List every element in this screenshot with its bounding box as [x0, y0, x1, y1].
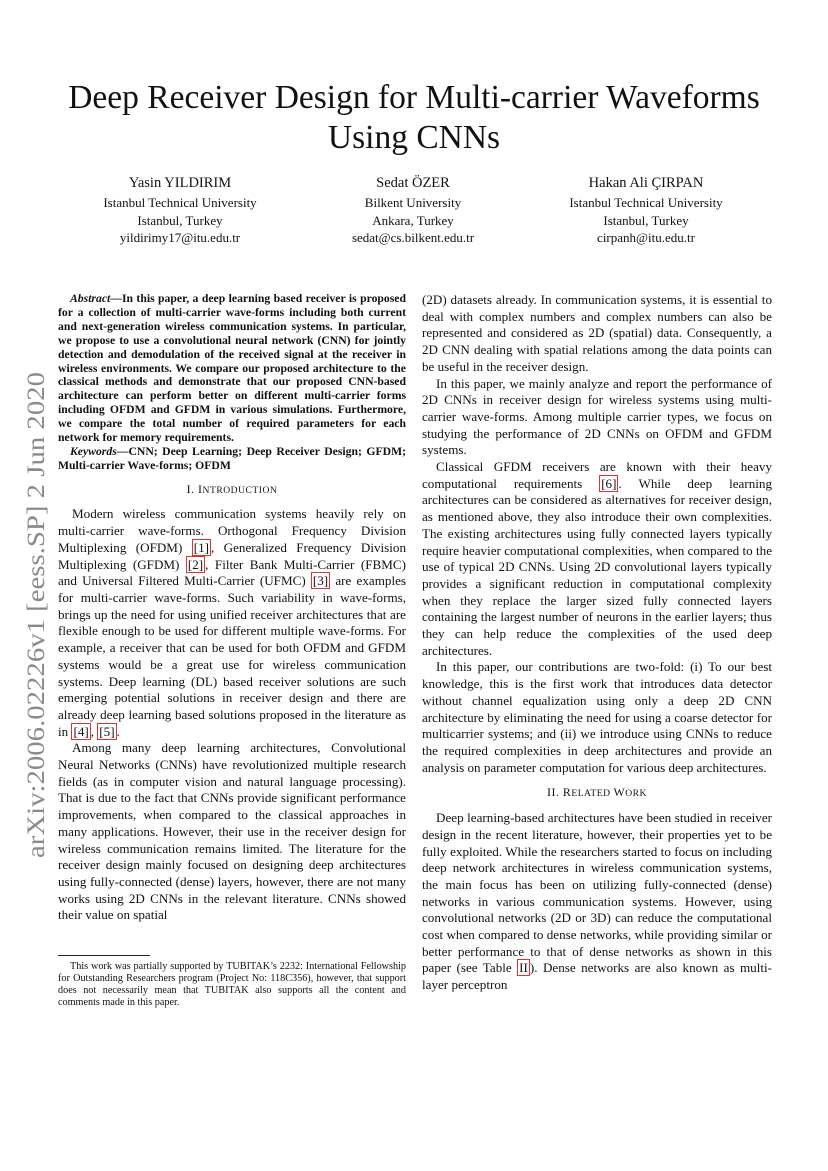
footnote-divider — [58, 955, 150, 956]
paragraph: Among many deep learning architectures, Convolutional Neural Networks (CNNs) have revolutionized multiple research fields (as in computer vision and natural language processing). That is due to the fact that CNNs provide significant performance improvements, when compared to the classical approaches in many applications. However, their use in the receiver design for wireless communication remains limited. The literature for the receiver design mainly focused on designing deep architectures using fully-connected (dense) layers, however, there are not many works using 2D CNNs in the relevant literature. CNNs showed their value on spatial — [58, 740, 406, 923]
author-location: Istanbul, Turkey — [603, 212, 689, 228]
table-reference-link[interactable]: II — [519, 960, 528, 976]
section-heading-related-work — [422, 784, 772, 803]
section-title: W — [613, 785, 626, 800]
keywords-label: Keywords — [70, 444, 117, 458]
text-run: ). Dense networks are also known as multi-layer perceptron — [422, 960, 772, 993]
abstract-text: In this paper, a deep learning based receiver is proposed for a collection of multi-carrier wave-forms including both current and next-generation wireless communication systems. In particular, we propose to use a convolutional neural network (CNN) for jointly detection and demodulation of the received signal at the receiver in wireless environments. We compare our proposed architecture to the classical methods and demonstrate that our proposed CNN-based architecture can perform better on different multi-carrier forms including OFDM and GFDM in various simulations. Furthermore, we compare the total number of required parameters for each network for memory requirements. — [58, 292, 406, 445]
author-affiliation: Istanbul Technical University — [569, 195, 723, 210]
author-affiliation: Bilkent University — [364, 195, 462, 210]
author-location: Istanbul, Turkey — [137, 212, 223, 228]
section-numeral: I. I — [186, 481, 203, 496]
section-heading-introduction — [58, 481, 406, 500]
paragraph — [422, 459, 772, 659]
text-run: Classical GFDM receivers are known with their heavy computational requirements — [422, 459, 772, 491]
text-run: . While deep learning architectures can be considered as alternatives for receiver design, as mentioned above, they also introduce their own complexities. The existing architectures using fully connected layers typically require heavier computational complexities, when compared to the use of typical 2D CNNs. Using 2D convolutional layers typically provides a significant reduction in computational complexity when they replace the larger sized fully connected layers containing the largest number of neurons in the earlier layers; thus they can help reduce the complexities of the used deep architectures. — [422, 475, 772, 658]
text-run: . — [116, 723, 120, 739]
author-2 — [293, 174, 533, 247]
paragraph: In this paper, we mainly analyze and report the performance of 2D CNNs in receiver design for wireless systems using multi-carrier wave-forms. Among multiple carrier types, we focus on studying the performance of 2D CNNs on OFDM and GFDM systems. — [422, 375, 772, 458]
right-column — [422, 292, 772, 994]
paragraph — [422, 810, 772, 994]
paper-title — [60, 78, 768, 158]
left-column — [58, 292, 406, 924]
citation-link[interactable]: [1] — [193, 539, 209, 555]
abstract — [58, 292, 406, 445]
text-run: , Generalized Frequency Division Multiplexing (GFDM) — [58, 539, 407, 572]
author-location: Ankara, Turkey — [372, 212, 454, 228]
author-name: Sedat ÖZER — [376, 175, 450, 191]
citation-link[interactable]: [2] — [187, 556, 204, 572]
text-run: , — [90, 723, 98, 739]
author-name: Hakan Ali ÇIRPAN — [588, 175, 704, 191]
section-title: ELATED — [571, 788, 614, 800]
text-run: , Filter Bank Multi-Carrier (FBMC) and Universal Filtered Multi-Carrier (UFMC) — [58, 556, 406, 589]
author-email[interactable]: sedat@cs.bilkent.edu.tr — [351, 230, 475, 245]
arxiv-identifier — [8, 370, 58, 860]
author-block — [60, 174, 768, 254]
citation-link[interactable]: [4] — [73, 723, 89, 739]
title-line-1: Deep Receiver Design for Multi-carrier Waveforms — [68, 79, 760, 116]
footnote: This work was partially supported by TUBITAK’s 2232: International Fellowship for Outstanding Researchers program (Project No: 118C356), however, that support does not necessarily mean that TUBITAK also supports all the content and comments made in this paper. — [58, 961, 406, 1009]
author-1 — [60, 174, 300, 247]
section-title: ORK — [625, 788, 647, 800]
citation-link[interactable]: [5] — [99, 723, 115, 739]
author-3 — [526, 174, 766, 247]
text-run: Modern wireless communication systems heavily rely on multi-carrier wave-forms. Orthogonal Frequency Division Multiplexing (OFDM) — [58, 506, 406, 555]
text-run: Deep learning-based architectures have been studied in receiver design in the recent literature, however, their properties yet to be fully exploited. While the researchers started to focus on including deep network architectures in wireless communication systems, the main focus has been on utilizing fully-connected (dense) networks in various communication systems. However, using convolutional networks (2D or 3D) can reduce the computational cost when compared to dense networks, while providing similar or better performance to that of dense networks as shown in this paper (see Table — [422, 810, 772, 976]
citation-link[interactable]: [6] — [601, 475, 617, 491]
paragraph: (2D) datasets already. In communication systems, it is essential to deal with complex numbers and complex numbers can also be represented and considered as 2D (spatial) data. Consequently, a 2D CNN dealing with spatial relations among the data points can be useful in the receiver design. — [422, 292, 772, 374]
citation-link[interactable]: [3] — [312, 573, 329, 589]
author-affiliation: Istanbul Technical University — [103, 195, 257, 210]
paragraph: In this paper, our contributions are two-fold: (i) To our best knowledge, this is the first work that introduces data detector without channel equalization using only a deep 2D CNN architecture by eliminating the need for using a coarse detector for multicarrier systems; and (ii) we introduce using CNNs to reduce the required complexities in deep architectures and provide an analysis on parameter computation for various deep architectures. — [422, 659, 772, 775]
keywords — [58, 445, 406, 473]
author-name: Yasin YILDIRIM — [128, 175, 232, 191]
keywords-text: —CNN; Deep Learning; Deep Receiver Design; GFDM; Multi-carrier Wave-forms; OFDM — [58, 444, 406, 472]
author-email[interactable]: cirpanh@itu.edu.tr — [597, 230, 695, 245]
section-numeral: II. R — [547, 785, 572, 800]
abstract-label: Abstract— — [70, 292, 122, 305]
arxiv-identifier-text: arXiv:2006.02226v1 [eess.SP] 2 Jun 2020 — [21, 427, 50, 858]
section-title: NTRODUCTION — [202, 484, 278, 496]
title-line-2: Using CNNs — [327, 119, 501, 156]
text-run: are examples for multi-carrier wave-forms. Such variability in wave-forms, brings up the need for using unified receiver architectures that are flexible enough to be used for different multiple wave-forms. For example, a receiver that can be used for both OFDM and GFDM systems would be a great use for wireless communication systems. Deep learning (DL) based receiver solutions are such emerging potential solutions in receiver design and there are already deep learning based solutions proposed in the literature as in — [58, 573, 406, 739]
author-email[interactable]: yildirimy17@itu.edu.tr — [119, 230, 241, 245]
paragraph — [58, 506, 406, 740]
